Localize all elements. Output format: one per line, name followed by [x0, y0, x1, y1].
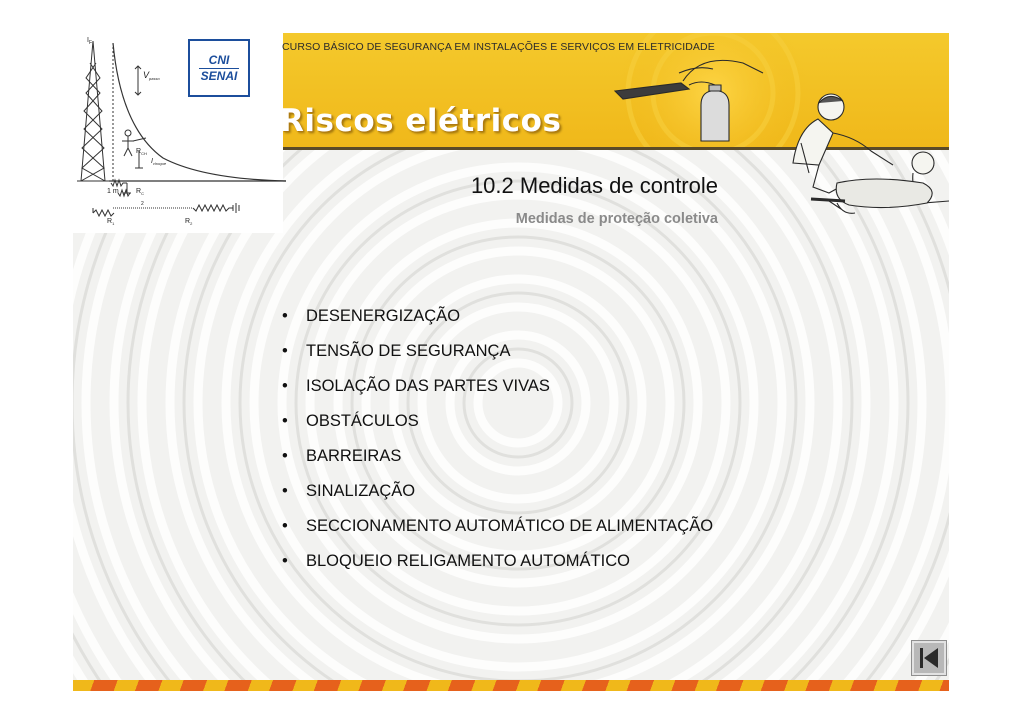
course-title: CURSO BÁSICO DE SEGURANÇA EM INSTALAÇÕES E SERVIÇOS EM ELETRICIDADE — [282, 41, 715, 53]
list-item — [281, 446, 713, 481]
slide-subheading: Medidas de proteção coletiva — [515, 211, 718, 227]
list-item — [281, 551, 713, 586]
diagram-label-contact-resistance: $R_C$ — [136, 188, 144, 196]
diagram-label-distance: 1 m — [107, 188, 119, 195]
bullet-icon: • — [282, 447, 288, 465]
list-item-text: SECCIONAMENTO AUTOMÁTICO DE ALIMENTAÇÃO — [306, 517, 714, 535]
section-title: Riscos elétricos — [280, 103, 562, 139]
bullet-icon: • — [282, 377, 288, 395]
skip-back-icon — [917, 646, 941, 670]
list-item-text: OBSTÁCULOS — [306, 412, 419, 430]
list-item-text: ISOLAÇÃO DAS PARTES VIVAS — [306, 377, 550, 395]
diagram-label-r1: $R_1$ — [107, 218, 115, 226]
bullet-icon: • — [282, 517, 288, 535]
bullet-icon: • — [282, 412, 288, 430]
hazard-stripe-footer — [73, 680, 949, 691]
diagram-label-current: $I_F$ — [87, 37, 93, 46]
list-item — [281, 411, 713, 446]
logo-line-senai: SENAI — [200, 68, 238, 83]
list-item — [281, 341, 713, 376]
list-item — [281, 376, 713, 411]
bullet-icon: • — [282, 552, 288, 570]
list-item — [281, 306, 713, 341]
diagram-label-voltage: $V_{passo}$ — [143, 70, 160, 81]
list-item-text: BLOQUEIO RELIGAMENTO AUTOMÁTICO — [306, 552, 630, 570]
bullet-icon: • — [282, 482, 288, 500]
logo-line-cni: CNI — [208, 52, 230, 67]
slide-heading: 10.2 Medidas de controle — [470, 173, 718, 198]
slide — [73, 33, 949, 691]
list-item-text: DESENERGIZAÇÃO — [306, 307, 461, 325]
bullet-icon: • — [282, 307, 288, 325]
list-item — [281, 481, 713, 516]
step-voltage-diagram — [73, 33, 288, 233]
control-measures-list — [281, 306, 713, 586]
diagram-label-shock-current: $I_{choque}$ — [151, 158, 167, 166]
back-to-start-button[interactable] — [912, 641, 946, 675]
diagram-label-body-resistance: $R_{CH}$ — [136, 148, 147, 156]
list-item-text: SINALIZAÇÃO — [306, 482, 416, 500]
diagram-label-r2: $R_2$ — [185, 218, 193, 226]
first-aid-illustration — [593, 33, 949, 233]
list-item — [281, 516, 713, 551]
cni-senai-logo — [188, 39, 250, 97]
diagram-label-contact-divisor: 2 — [141, 201, 144, 207]
list-item-text: BARREIRAS — [306, 447, 402, 465]
bullet-icon: • — [282, 342, 288, 360]
list-item-text: TENSÃO DE SEGURANÇA — [306, 342, 511, 360]
